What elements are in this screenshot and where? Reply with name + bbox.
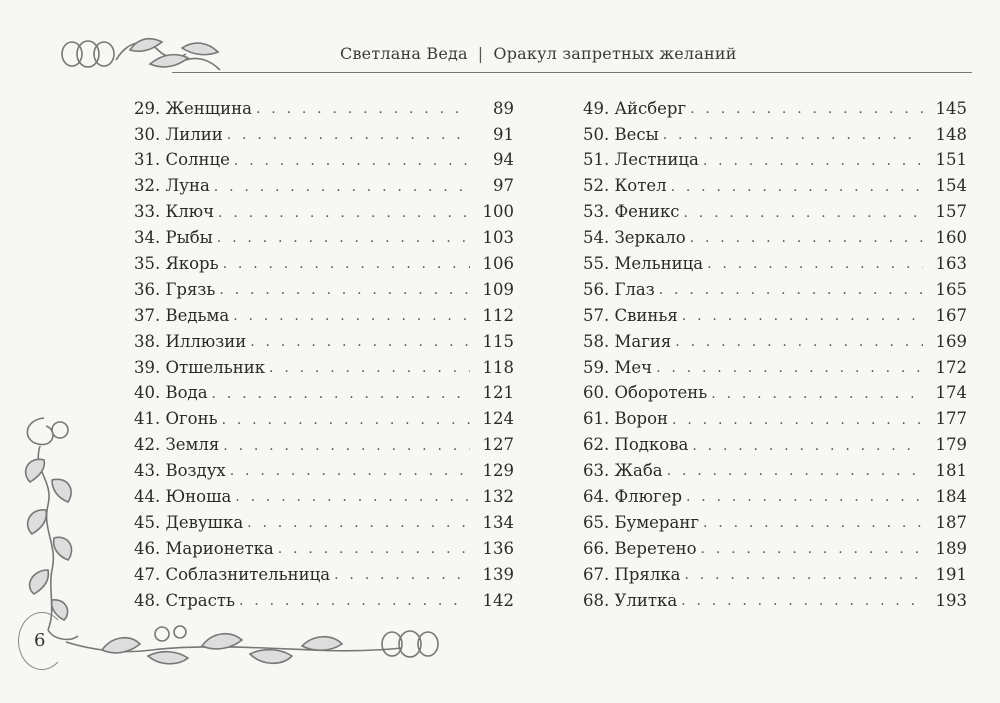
toc-entry <box>583 588 967 614</box>
toc-entry-title: 32. Луна <box>134 176 210 196</box>
toc-entry-page: 118 <box>482 357 514 377</box>
toc-entry <box>583 174 967 200</box>
dot-leader <box>334 568 470 582</box>
toc-entry <box>134 277 514 303</box>
dot-leader <box>656 361 923 375</box>
toc-entry-page: 179 <box>935 435 967 455</box>
toc-entry-title: 56. Глаз <box>583 279 655 299</box>
toc-entry <box>583 458 967 484</box>
toc-entry-title: 59. Меч <box>583 357 653 377</box>
toc-entry-page: 132 <box>482 487 514 507</box>
dot-leader <box>269 361 470 375</box>
toc-entry <box>134 458 514 484</box>
dot-leader <box>256 102 470 116</box>
toc-entry <box>583 303 967 329</box>
dot-leader <box>684 568 923 582</box>
toc-entry-title: 62. Подкова <box>583 435 689 455</box>
running-header <box>340 44 737 63</box>
toc-entry-page: 91 <box>493 124 514 144</box>
toc-entry-page: 169 <box>935 331 967 351</box>
dot-leader <box>703 516 923 530</box>
toc-entry-page: 115 <box>482 331 514 351</box>
toc-entry-page: 109 <box>482 279 514 299</box>
toc-entry-page: 142 <box>482 590 514 610</box>
toc-entry-page: 165 <box>935 279 967 299</box>
toc-entry-page: 191 <box>935 564 967 584</box>
toc-entry <box>583 562 967 588</box>
toc-entry-title: 40. Вода <box>134 383 208 403</box>
toc-entry-title: 49. Айсберг <box>583 98 687 118</box>
toc-entry-title: 54. Зеркало <box>583 228 686 248</box>
toc-entry-page: 100 <box>482 202 514 222</box>
dot-leader <box>690 231 923 245</box>
toc-entry-title: 58. Магия <box>583 331 672 351</box>
toc-entry <box>583 225 967 251</box>
dot-leader <box>663 128 923 142</box>
toc-entry <box>583 329 967 355</box>
toc-entry-page: 134 <box>482 512 514 532</box>
dot-leader <box>682 309 923 323</box>
toc-entry-page: 172 <box>935 357 967 377</box>
toc-entry <box>134 407 514 433</box>
toc-entry-page: 136 <box>482 538 514 558</box>
toc-entry <box>134 174 514 200</box>
dot-leader <box>218 206 470 220</box>
toc-entry-page: 174 <box>935 383 967 403</box>
toc-entry-page: 124 <box>482 409 514 429</box>
toc-entry-page: 127 <box>482 435 514 455</box>
toc-entry-page: 145 <box>935 98 967 118</box>
toc-entry-page: 139 <box>482 564 514 584</box>
toc-entry-page: 193 <box>935 590 967 610</box>
toc-entry-title: 67. Прялка <box>583 564 681 584</box>
toc-entry-title: 29. Женщина <box>134 98 252 118</box>
toc-entry-page: 163 <box>935 254 967 274</box>
dot-leader <box>239 594 470 608</box>
toc-entry <box>134 303 514 329</box>
toc-entry-page: 181 <box>935 461 967 481</box>
toc-entry-title: 51. Лестница <box>583 150 699 170</box>
toc-entry-page: 112 <box>482 305 514 325</box>
toc-entry <box>134 562 514 588</box>
toc-entry <box>583 122 967 148</box>
page-number: 6 <box>34 630 46 651</box>
dot-leader <box>227 128 470 142</box>
toc-entry-page: 129 <box>482 461 514 481</box>
header-separator: | <box>477 44 484 63</box>
toc-entry-title: 66. Веретено <box>583 538 697 558</box>
toc-entry-title: 55. Мельница <box>583 254 704 274</box>
toc-entry-title: 44. Юноша <box>134 487 232 507</box>
toc-entry-title: 31. Солнце <box>134 150 230 170</box>
toc-entry-title: 48. Страсть <box>134 590 235 610</box>
header-book-title: Оракул запретных желаний <box>493 44 737 63</box>
toc-entry <box>134 510 514 536</box>
dot-leader <box>230 464 470 478</box>
toc-entry <box>134 381 514 407</box>
toc-entry-page: 121 <box>482 383 514 403</box>
dot-leader <box>233 309 470 323</box>
toc-entry-page: 189 <box>935 538 967 558</box>
toc-entry-title: 61. Ворон <box>583 409 669 429</box>
toc-entry-page: 157 <box>935 202 967 222</box>
toc-entry-title: 36. Грязь <box>134 279 216 299</box>
dot-leader <box>223 257 470 271</box>
toc-entry <box>134 329 514 355</box>
toc-entry <box>583 381 967 407</box>
dot-leader <box>692 439 923 453</box>
dot-leader <box>278 542 470 556</box>
dot-leader <box>684 206 924 220</box>
toc-entry <box>583 407 967 433</box>
dot-leader <box>703 154 923 168</box>
dot-leader <box>686 490 923 504</box>
bottom-vine-ornament <box>62 620 442 680</box>
toc-entry-title: 41. Огонь <box>134 409 218 429</box>
toc-entry-page: 154 <box>935 176 967 196</box>
toc-entry <box>583 536 967 562</box>
toc-entry-title: 53. Феникс <box>583 202 680 222</box>
dot-leader <box>222 413 470 427</box>
toc-entry <box>583 148 967 174</box>
dot-leader <box>223 439 470 453</box>
top-left-vine-ornament <box>58 30 228 80</box>
toc-entry <box>134 355 514 381</box>
toc-entry-title: 65. Бумеранг <box>583 512 699 532</box>
toc-entry-title: 43. Воздух <box>134 461 226 481</box>
toc-entry-title: 39. Отшельник <box>134 357 266 377</box>
toc-entry <box>134 122 514 148</box>
toc-entry-title: 64. Флюгер <box>583 487 682 507</box>
dot-leader <box>671 180 923 194</box>
dot-leader <box>707 257 923 271</box>
toc-entry <box>583 200 967 226</box>
toc-entry-title: 47. Соблазнительница <box>134 564 331 584</box>
toc-entry-page: 187 <box>935 512 967 532</box>
toc-entry-title: 57. Свинья <box>583 305 678 325</box>
toc-entry-title: 37. Ведьма <box>134 305 230 325</box>
dot-leader <box>235 490 470 504</box>
toc-entry <box>134 96 514 122</box>
toc-entry <box>583 96 967 122</box>
toc-entry-title: 46. Марионетка <box>134 538 274 558</box>
dot-leader <box>234 154 470 168</box>
toc-entry-title: 63. Жаба <box>583 461 663 481</box>
toc-column-left <box>134 96 514 614</box>
toc-entry-page: 89 <box>493 98 514 118</box>
header-author: Светлана Веда <box>340 44 468 63</box>
toc-entry-title: 42. Земля <box>134 435 220 455</box>
toc-entry-title: 50. Весы <box>583 124 659 144</box>
toc-entry-page: 184 <box>935 487 967 507</box>
toc-entry <box>583 510 967 536</box>
toc-entry-page: 94 <box>493 150 514 170</box>
toc-entry-title: 60. Оборотень <box>583 383 708 403</box>
toc-entry <box>134 484 514 510</box>
toc-column-right <box>583 96 967 614</box>
toc-entry-page: 177 <box>935 409 967 429</box>
dot-leader <box>219 283 470 297</box>
toc-entry-page: 148 <box>935 124 967 144</box>
toc-entry-title: 34. Рыбы <box>134 228 213 248</box>
toc-entry-title: 68. Улитка <box>583 590 678 610</box>
toc-entry <box>583 484 967 510</box>
dot-leader <box>681 594 923 608</box>
dot-leader <box>690 102 923 116</box>
dot-leader <box>212 387 470 401</box>
toc-entry-title: 30. Лилии <box>134 124 223 144</box>
dot-leader <box>672 413 923 427</box>
dot-leader <box>711 387 923 401</box>
toc-entry-page: 151 <box>935 150 967 170</box>
toc-entry-title: 35. Якорь <box>134 254 219 274</box>
toc-entry <box>134 433 514 459</box>
toc-entry-page: 103 <box>482 228 514 248</box>
toc-entry-page: 106 <box>482 254 514 274</box>
toc-entry <box>134 148 514 174</box>
toc-entry <box>134 225 514 251</box>
toc-entry-title: 38. Иллюзии <box>134 331 247 351</box>
toc-entry <box>134 536 514 562</box>
dot-leader <box>667 464 923 478</box>
toc-entry <box>134 251 514 277</box>
toc-entry <box>583 251 967 277</box>
toc-entry-title: 45. Девушка <box>134 512 244 532</box>
dot-leader <box>217 231 470 245</box>
toc-entry <box>134 200 514 226</box>
header-rule <box>172 72 972 73</box>
toc-entry <box>134 588 514 614</box>
dot-leader <box>250 335 470 349</box>
dot-leader <box>675 335 923 349</box>
toc-entry-title: 52. Котел <box>583 176 667 196</box>
toc-entry-page: 167 <box>935 305 967 325</box>
toc-entry <box>583 277 967 303</box>
dot-leader <box>247 516 470 530</box>
toc-entry-title: 33. Ключ <box>134 202 215 222</box>
dot-leader <box>659 283 923 297</box>
toc-entry <box>583 433 967 459</box>
toc-entry-page: 160 <box>935 228 967 248</box>
toc-entry <box>583 355 967 381</box>
toc-entry-page: 97 <box>493 176 514 196</box>
dot-leader <box>214 180 470 194</box>
dot-leader <box>701 542 923 556</box>
